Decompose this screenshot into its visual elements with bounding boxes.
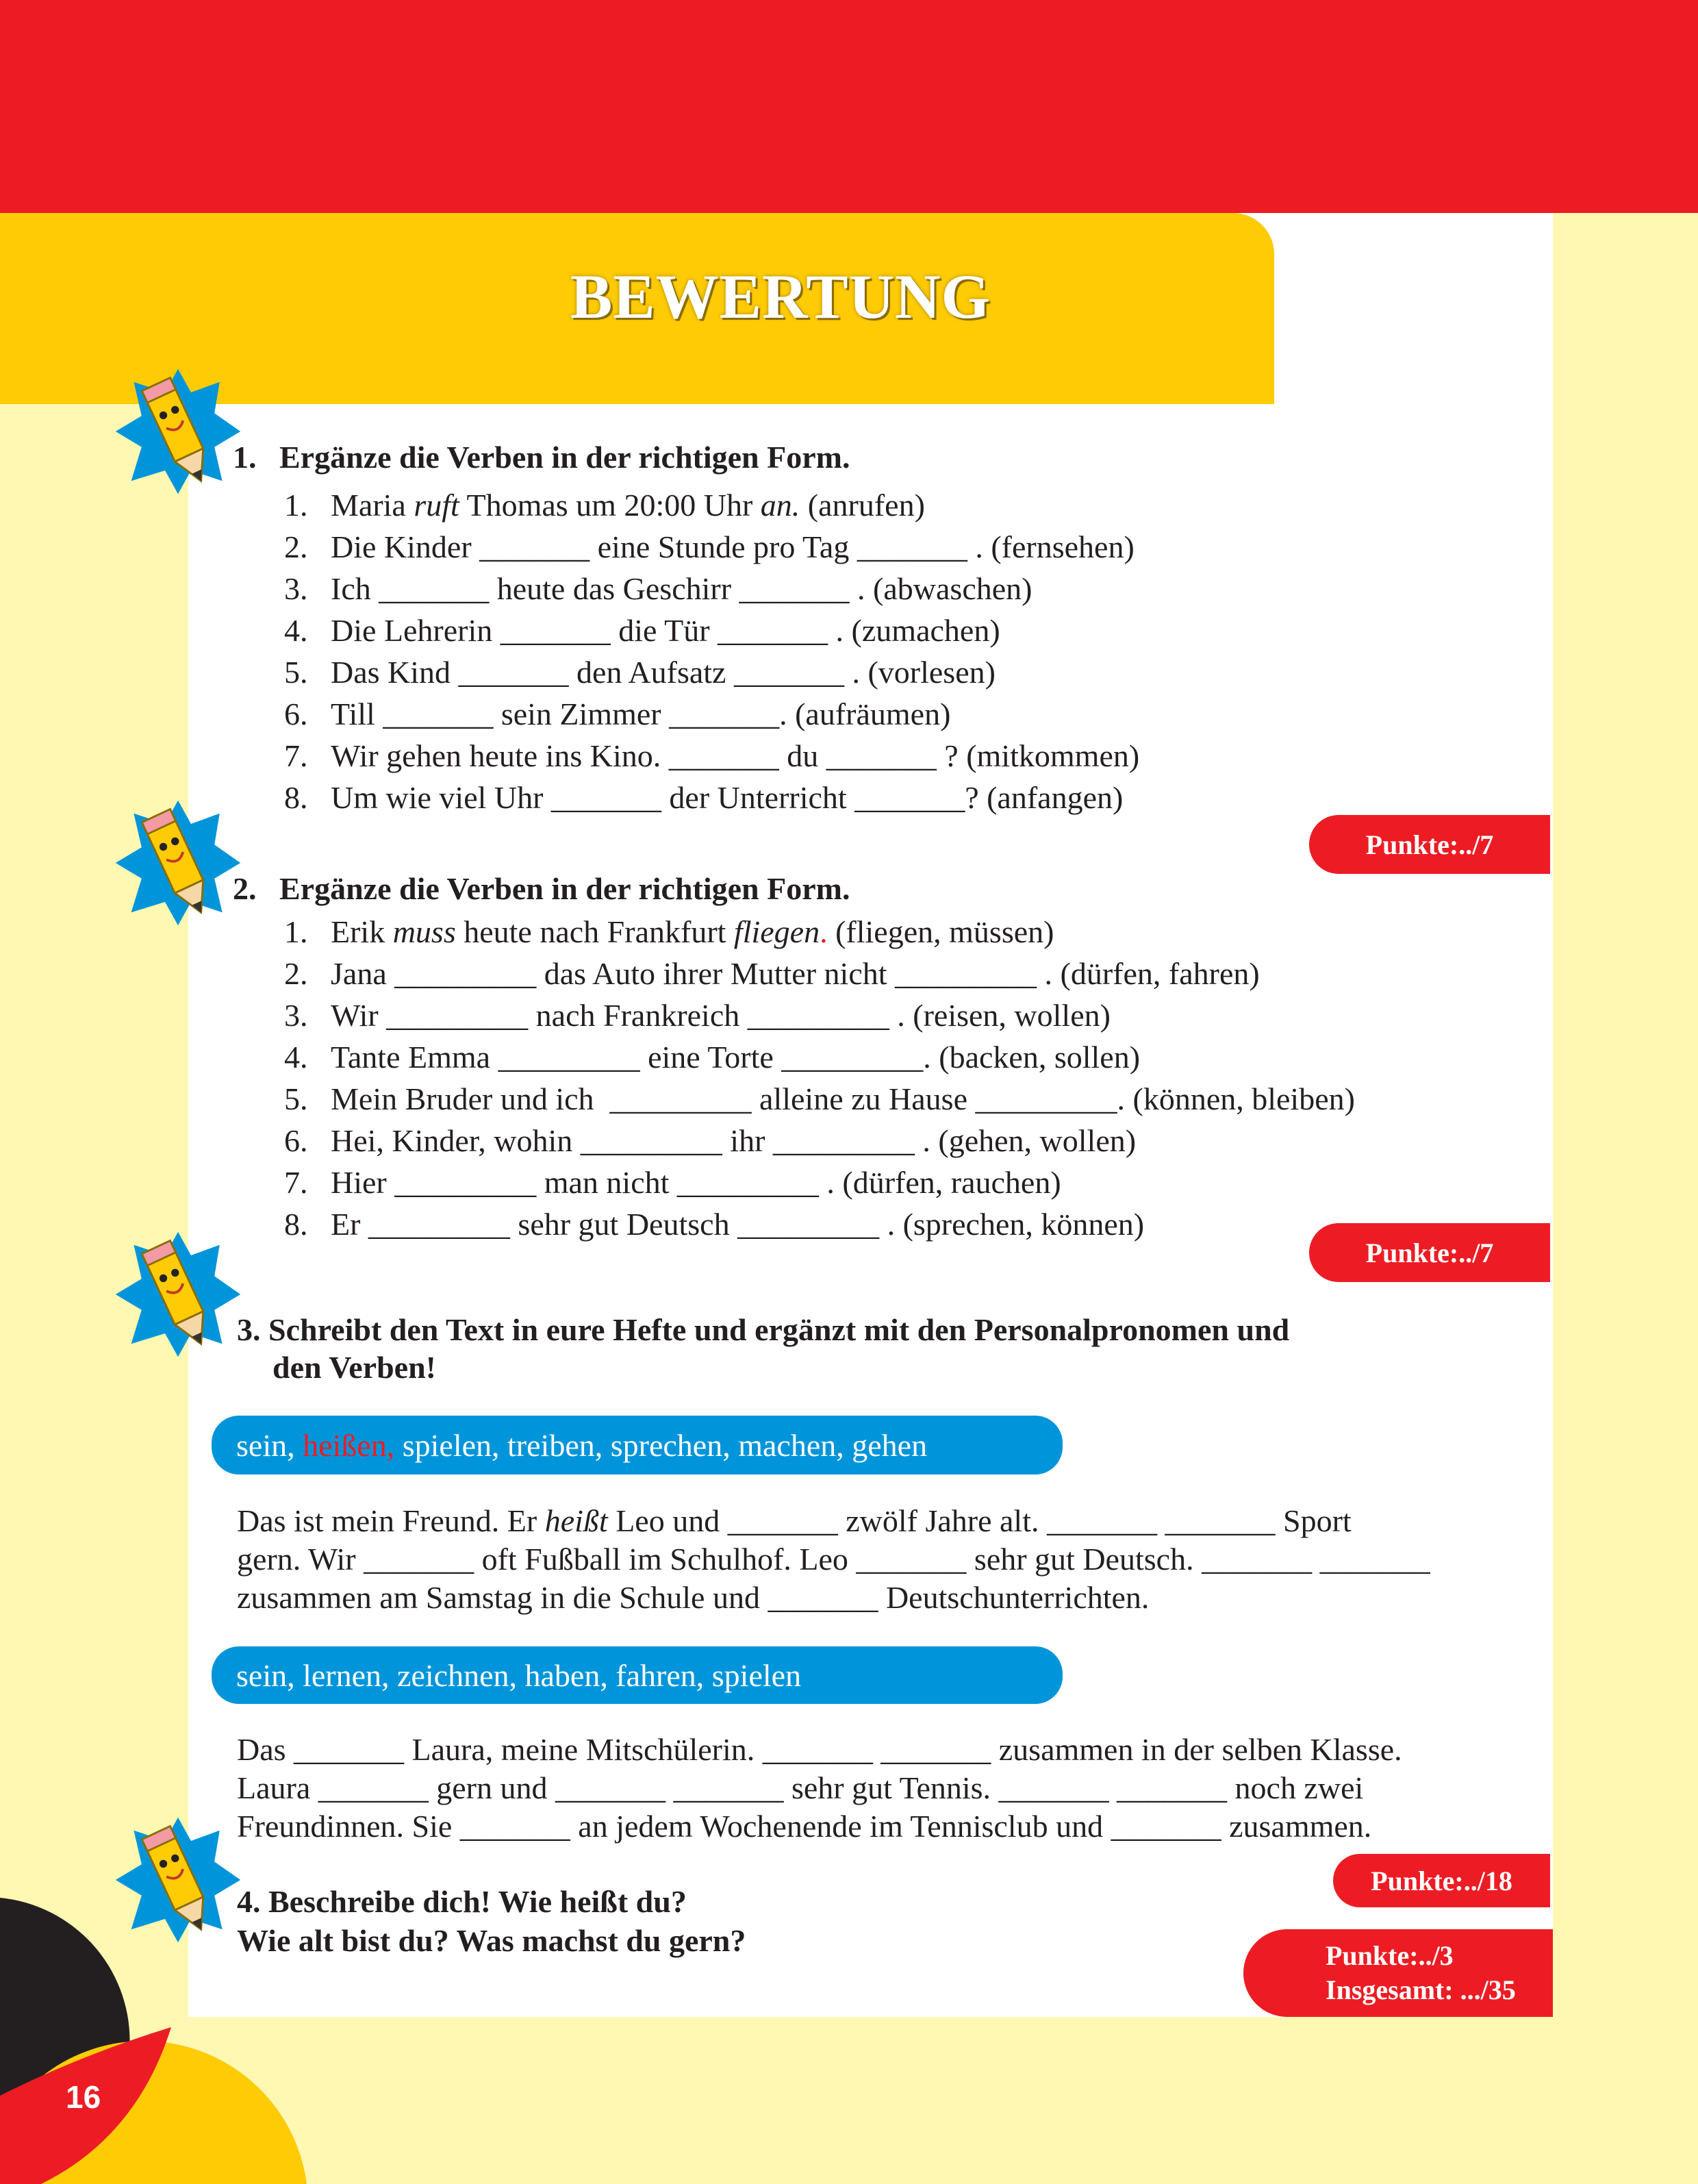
word-box-1: [212, 1416, 1063, 1474]
item-number: 8.: [284, 1207, 308, 1242]
section-3-heading-line-1: 3. Schreibt den Text in eure Hefte und ergänzt mit den Personalpronomen und: [237, 1312, 1290, 1347]
final-score-badge: [1243, 1929, 1553, 2017]
exercise-item: [284, 1080, 1355, 1122]
exercise-item: [284, 612, 1139, 653]
corner-decoration: [0, 1849, 342, 2184]
text-line: [237, 1731, 1402, 1769]
text-segment: (fliegen, müssen): [827, 914, 1054, 949]
gap-text-2: [237, 1731, 1402, 1846]
exercise-item: [284, 779, 1139, 820]
exercise-item: [284, 1038, 1355, 1080]
text-segment: Die Kinder _______ eine Stunde pro Tag _______ . (fernsehen): [331, 529, 1135, 564]
italic-text: ruft: [414, 488, 459, 523]
exercise-item: [284, 486, 1139, 528]
text-segment: Das Kind _______ den Aufsatz _______ . (vorlesen): [331, 655, 996, 690]
text-segment: Um wie viel Uhr _______ der Unterricht _______? (anfangen): [331, 780, 1124, 815]
text-segment: Hier _________ man nicht _________ . (dürfen, rauchen): [331, 1165, 1061, 1200]
section-3-heading-line-2: den Verben!: [273, 1350, 436, 1385]
points-badge-2: Punkte:../7: [1309, 1223, 1550, 1282]
exercise-item: [284, 695, 1139, 737]
text-segment: Die Lehrerin _______ die Tür _______ . (zumachen): [331, 613, 1000, 648]
italic-text: fliegen: [733, 914, 820, 949]
section-2-heading: [233, 870, 850, 908]
item-number: 1.: [284, 488, 308, 523]
text-segment: Das _______ Laura, meine Mitschülerin. _______ _______ zusammen in der selben Klasse.: [237, 1732, 1402, 1767]
text-segment: Freundinnen. Sie _______ an jedem Wochenende im Tennisclub und _______ zusammen.: [237, 1809, 1372, 1844]
text-line: [237, 1540, 1430, 1579]
exercise-item: [284, 913, 1355, 955]
italic-text: muss: [392, 914, 456, 949]
exercise-item: [284, 737, 1139, 779]
item-number: 4.: [284, 1040, 308, 1075]
text-segment: zusammen am Samstag in die Schule und _______ Deutschunterrichten.: [237, 1580, 1150, 1615]
total-points: Insgesamt: .../35: [1326, 1974, 1516, 2005]
text-line: [237, 1769, 1402, 1807]
exercise-item: [284, 570, 1139, 612]
item-number: 2.: [284, 529, 308, 564]
item-number: 6.: [284, 696, 308, 731]
text-segment: gern. Wir _______ oft Fußball im Schulhof. Leo _______ sehr gut Deutsch. _______ _______: [237, 1542, 1430, 1577]
text-segment: Thomas um 20:00 Uhr: [459, 488, 761, 523]
points-badge-1: Punkte:../7: [1309, 815, 1550, 874]
section-2-exercise-list: [284, 913, 1355, 1247]
exercise-item: [284, 1164, 1355, 1205]
exercise-item: [284, 1122, 1355, 1164]
exercise-item: [284, 653, 1139, 695]
text-segment: Erik: [331, 914, 393, 949]
text-segment: Wir _________ nach Frankreich _________ . (reisen, wollen): [331, 998, 1111, 1033]
exercise-item: [284, 955, 1355, 996]
pencil-mascot-icon: [113, 798, 243, 928]
page-number: 16: [66, 2079, 101, 2115]
section-4-heading-line-1: 4. Beschreibe dich! Wie heißt du?: [237, 1884, 687, 1919]
heading-text: Ergänze die Verben in der richtigen Form.: [279, 871, 850, 906]
item-number: 4.: [284, 613, 308, 648]
item-number: 3.: [284, 998, 308, 1033]
heading-number: 2.: [233, 871, 257, 906]
item-number: 6.: [284, 1123, 308, 1158]
text-segment: Hei, Kinder, wohin _________ ihr _________ . (gehen, wollen): [331, 1123, 1137, 1158]
item-number: 7.: [284, 1165, 308, 1200]
mascot: [113, 798, 243, 931]
exercise-item: [284, 528, 1139, 570]
gap-text-1: [237, 1502, 1430, 1617]
text-segment: Jana _________ das Auto ihrer Mutter nicht _________ . (dürfen, fahren): [331, 956, 1260, 991]
text-line: [237, 1579, 1430, 1617]
section-1-heading: [233, 438, 850, 477]
text-segment: Ich _______ heute das Geschirr _______ . (abwaschen): [331, 571, 1032, 606]
text-line: [237, 1502, 1430, 1540]
text-segment: Das ist mein Freund. Er: [237, 1503, 545, 1538]
text-line: [237, 1807, 1402, 1846]
item-number: 5.: [284, 1081, 308, 1116]
text-segment: Mein Bruder und ich _________ alleine zu Hause _________. (können, bleiben): [331, 1081, 1355, 1116]
heading-number: 1.: [233, 440, 257, 475]
points-badge-3: Punkte:../18: [1333, 1854, 1550, 1907]
mascot: [113, 1229, 243, 1363]
item-number: 2.: [284, 956, 308, 991]
text-segment: heute nach Frankfurt: [455, 914, 734, 949]
text-segment: Er _________ sehr gut Deutsch _________ . (sprechen, können): [331, 1207, 1145, 1242]
text-segment: Maria: [331, 488, 414, 523]
highlight-text: .: [820, 914, 828, 949]
word-box-2: [212, 1646, 1063, 1704]
item-number: 1.: [284, 914, 308, 949]
pencil-mascot-icon: [113, 366, 243, 497]
section-4-heading-line-2: Wie alt bist du? Was machst du gern?: [237, 1923, 746, 1958]
heading-text: Ergänze die Verben in der richtigen Form.: [279, 440, 850, 475]
item-number: 8.: [284, 780, 308, 815]
item-number: 5.: [284, 655, 308, 690]
section-1-exercise-list: [284, 486, 1139, 820]
exercise-item: [284, 1205, 1355, 1247]
text-segment: Leo und _______ zwölf Jahre alt. _______ _______ Sport: [607, 1503, 1352, 1538]
text-segment: sein, lernen, zeichnen, haben, fahren, spielen: [236, 1657, 802, 1693]
italic-text: an.: [760, 488, 800, 523]
item-number: 7.: [284, 738, 308, 773]
page-title: BEWERTUNG: [570, 262, 991, 331]
pencil-mascot-icon: [113, 1229, 243, 1359]
exercise-item: [284, 996, 1355, 1038]
text-segment: Laura _______ gern und _______ _______ sehr gut Tennis. _______ _______ noch zwei: [237, 1770, 1364, 1805]
top-color-band: [0, 0, 1698, 213]
item-number: 3.: [284, 571, 308, 606]
text-segment: Tante Emma _________ eine Torte _________. (backen, sollen): [331, 1040, 1141, 1075]
text-segment: Till _______ sein Zimmer _______. (aufräumen): [331, 696, 951, 731]
text-segment: spielen, treiben, sprechen, machen, gehen: [394, 1427, 928, 1463]
mascot: [113, 366, 243, 500]
highlight-text: heißen,: [303, 1427, 395, 1463]
italic-text: heißt: [544, 1503, 608, 1538]
text-segment: sein,: [236, 1427, 303, 1463]
text-segment: (anrufen): [800, 488, 925, 523]
points-4: Punkte:../3: [1326, 1940, 1454, 1971]
text-segment: Wir gehen heute ins Kino. _______ du _______ ? (mitkommen): [331, 738, 1140, 773]
